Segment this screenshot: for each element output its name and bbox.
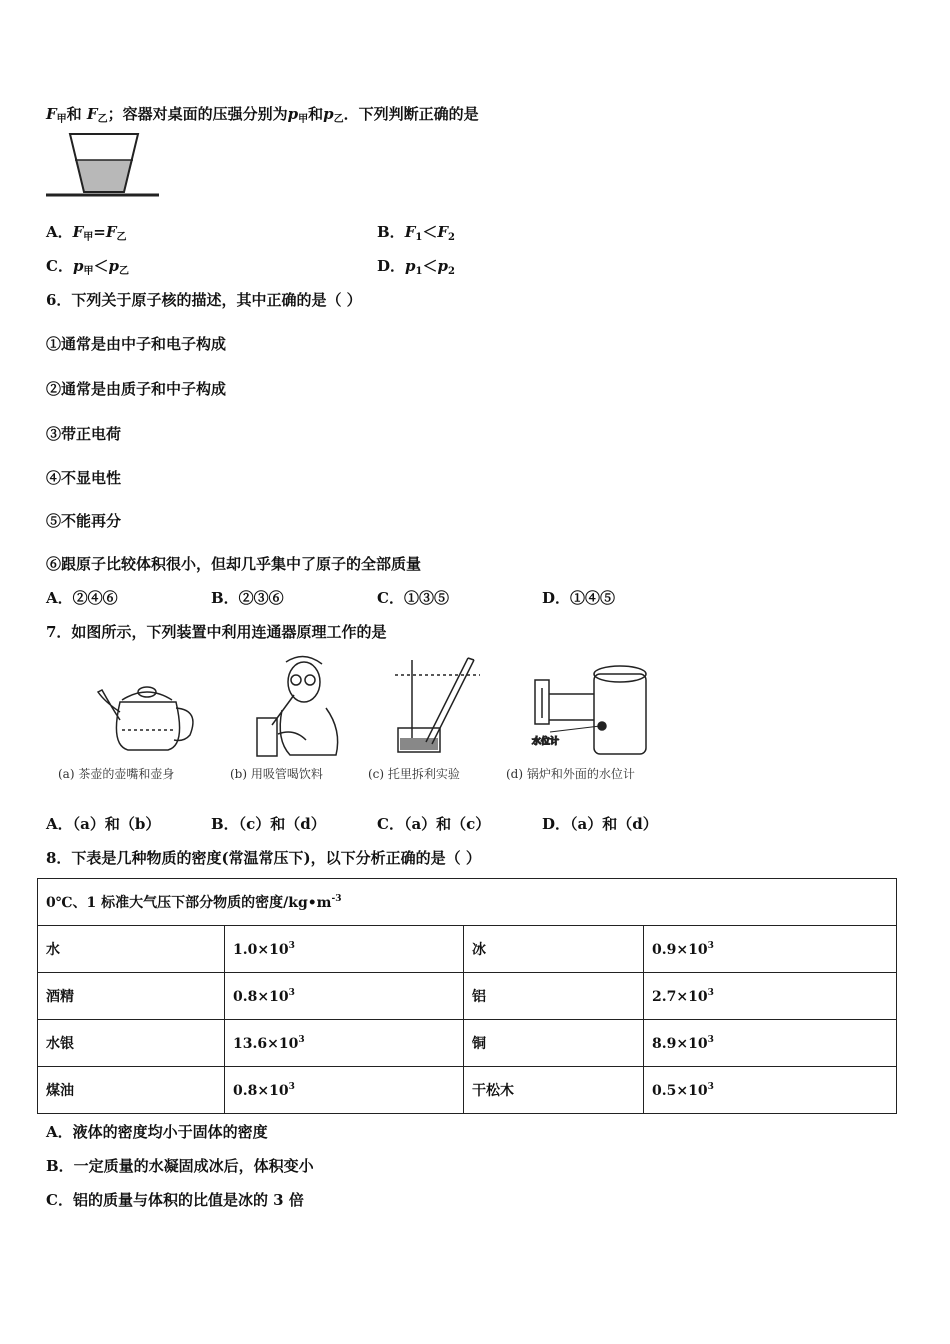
density-table: [37, 878, 897, 1114]
q7-figure: [50, 650, 680, 790]
q6-statement-4: ④不显电性: [46, 469, 122, 487]
table-row: 酒精 $0.8\times 10^3$ 铝 $2.7\times 10^3$: [38, 973, 897, 1020]
q5-option-d[interactable]: D．$p_1<p_2$: [377, 257, 455, 277]
q7-option-c[interactable]: C．（a）和（c）: [377, 815, 491, 833]
caption-a: (a) 茶壶的壶嘴和壶身: [58, 767, 175, 781]
boiler-illustration: [532, 666, 646, 754]
teapot-illustration: [98, 687, 193, 750]
q6-option-d[interactable]: D．①④⑤: [542, 589, 616, 607]
q5-option-b[interactable]: B．$F_1<F_2$: [377, 223, 455, 243]
container-figure: [44, 130, 164, 202]
q6-statement-6: ⑥跟原子比较体积很小，但却几乎集中了原子的全部质量: [46, 555, 422, 573]
q5-intro: $F_甲$和 $F_乙$；容器对桌面的压强分别为$p_甲$和$p_乙$．下列判断正确的是: [46, 105, 479, 125]
caption-d: (d) 锅炉和外面的水位计: [506, 767, 635, 781]
caption-b: (b) 用吸管喝饮料: [230, 767, 323, 781]
q5-option-c[interactable]: C．$p_甲<p_乙$: [46, 257, 129, 277]
q6-option-a[interactable]: A．②④⑥: [46, 589, 118, 607]
q6-statement-2: ②通常是由质子和中子构成: [46, 380, 227, 398]
table-title-row: [38, 879, 897, 926]
q7-option-a[interactable]: A．（a）和（b）: [46, 815, 161, 833]
water-gauge-label: 水位计: [532, 737, 560, 747]
torricelli-illustration: [395, 658, 480, 752]
q5-option-a[interactable]: A．$F_甲=F_乙$: [46, 223, 127, 243]
q6-statement-3: ③带正电荷: [46, 425, 122, 443]
q7-stem: 7．如图所示，下列装置中利用连通器原理工作的是: [46, 623, 387, 641]
q6-statement-5: ⑤不能再分: [46, 512, 122, 530]
table-title: 0℃、1 标准大气压下部分物质的密度$/kg•m^{-3}$: [38, 879, 897, 926]
q8-option-b[interactable]: B．一定质量的水凝固成冰后，体积变小: [46, 1157, 314, 1175]
man-drinking-illustration: [257, 656, 338, 756]
q7-option-b[interactable]: B．（c）和（d）: [211, 815, 326, 833]
table-row: 水银 $13.6\times 10^3$ 铜 $8.9\times 10^3$: [38, 1020, 897, 1067]
q8-option-c[interactable]: C．铝的质量与体积的比值是冰的 3 倍: [46, 1191, 304, 1209]
q6-option-b[interactable]: B．②③⑥: [211, 589, 284, 607]
q8-option-a[interactable]: A．液体的密度均小于固体的密度: [46, 1123, 268, 1141]
table-row: 煤油 $0.8\times 10^3$ 干松木 $0.5\times 10^3$: [38, 1067, 897, 1114]
q6-option-c[interactable]: C．①③⑤: [377, 589, 449, 607]
table-row: 水 $1.0\times 10^3$ 冰 $0.9\times 10^3$: [38, 926, 897, 973]
q8-stem: 8．下表是几种物质的密度(常温常压下)，以下分析正确的是（ ）: [46, 849, 481, 867]
q6-stem: 6．下列关于原子核的描述，其中正确的是（ ）: [46, 291, 362, 309]
q7-option-d[interactable]: D．（a）和（d）: [542, 815, 658, 833]
q6-statement-1: ①通常是由中子和电子构成: [46, 335, 227, 353]
caption-c: (c) 托里拆利实验: [368, 767, 460, 781]
